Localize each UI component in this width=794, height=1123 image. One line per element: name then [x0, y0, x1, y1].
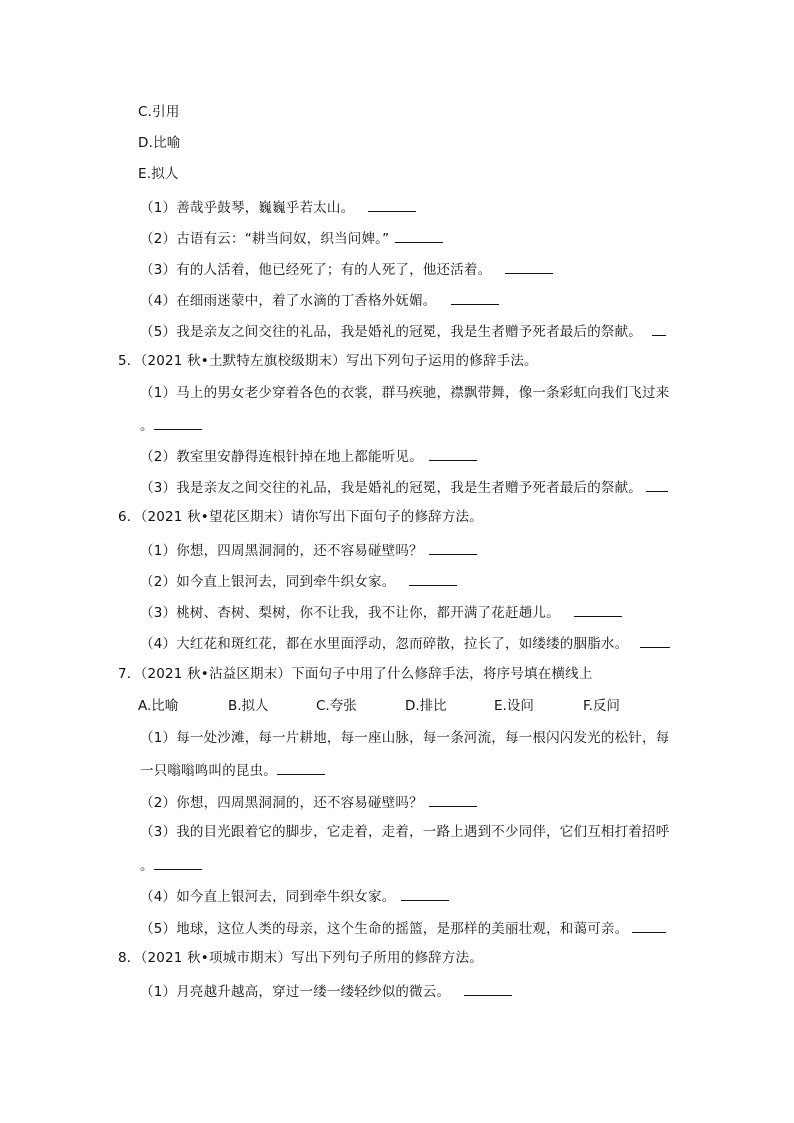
q8-title: 8．（2021 秋•项城市期末）写出下列句子所用的修辞方法。: [118, 950, 483, 966]
answer-blank[interactable]: [277, 760, 325, 775]
answer-blank[interactable]: [632, 918, 666, 933]
q5-item-1-cont: [140, 415, 202, 435]
q4-item-3: [140, 259, 553, 279]
q7-item-2-text: （2）你想，四周黑洞洞的，还不容易碰壁吗？: [140, 795, 423, 811]
q7-option-f: F.反问: [583, 698, 620, 714]
q7-item-2: [140, 792, 477, 812]
q7-option-d: D.排比: [405, 698, 447, 714]
q6-item-3-text: （3）桃树、杏树、梨树，你不让我，我不让你，都开满了花赶趟儿。: [140, 605, 560, 621]
answer-blank[interactable]: [646, 477, 668, 492]
q8-item-1: [140, 981, 512, 1001]
q7-item-1-end: 一只嗡嗡鸣叫的昆虫。: [140, 763, 277, 779]
q6-item-1-text: （1）你想，四周黑洞洞的，还不容易碰壁吗？: [140, 543, 423, 559]
answer-blank[interactable]: [652, 321, 666, 336]
answer-blank[interactable]: [368, 197, 416, 212]
q7-item-4-text: （4）如今直上银河去，同到牵牛织女家。: [140, 889, 396, 905]
q4-item-1: [140, 197, 416, 217]
q8-item-1-text: （1）月亮越升越高，穿过一缕一缕轻纱似的微云。: [140, 984, 451, 1000]
q6-item-1: [140, 540, 477, 560]
q4-item-2-text: （2）古语有云：“耕当问奴，织当问婢。”: [140, 231, 390, 247]
q4-item-5: [140, 321, 666, 341]
option-e: E.拟人: [138, 166, 179, 182]
q6-item-4-text: （4）大红花和斑红花，都在水里面浮动，忽而碎散，拉长了，如缕缕的胭脂水。: [140, 636, 629, 652]
q5-item-2: [140, 446, 477, 466]
q7-item-5: [140, 918, 666, 938]
answer-blank[interactable]: [429, 446, 477, 461]
q7-option-c: C.夸张: [316, 698, 357, 714]
q5-item-3: [140, 477, 668, 497]
q4-item-2: [140, 228, 443, 248]
q4-item-1-text: （1）善哉乎鼓琴，巍巍乎若太山。: [140, 200, 355, 216]
answer-blank[interactable]: [409, 571, 457, 586]
q7-item-3-cont: [140, 855, 202, 875]
q6-item-4: [140, 633, 670, 653]
q7-item-1-cont: [140, 760, 325, 780]
q5-item-3-text: （3）我是亲友之间交往的礼品，我是婚礼的冠冕，我是生者赠予死者最后的祭献。: [140, 480, 642, 496]
answer-blank[interactable]: [429, 792, 477, 807]
q7-title: 7．（2021 秋•沾益区期末）下面句子中用了什么修辞手法，将序号填在横线上: [118, 666, 593, 682]
q6-item-2: [140, 571, 457, 591]
answer-blank[interactable]: [395, 228, 443, 243]
q4-item-4-text: （4）在细雨迷蒙中，着了水滴的丁香格外妩媚。: [140, 293, 437, 309]
q6-title: 6．（2021 秋•望花区期末）请你写出下面句子的修辞方法。: [118, 509, 483, 525]
q7-item-3-end: 。: [140, 858, 154, 874]
answer-blank[interactable]: [401, 886, 449, 901]
answer-blank[interactable]: [574, 602, 622, 617]
q7-option-e: E.设问: [494, 698, 534, 714]
answer-blank[interactable]: [154, 415, 202, 430]
q7-option-b: B.拟人: [228, 698, 269, 714]
answer-blank[interactable]: [464, 981, 512, 996]
answer-blank[interactable]: [640, 633, 670, 648]
answer-blank[interactable]: [451, 290, 499, 305]
q5-title: 5．（2021 秋•土默特左旗校级期末）写出下列句子运用的修辞手法。: [118, 353, 538, 369]
answer-blank[interactable]: [505, 259, 553, 274]
q7-option-a: A.比喻: [138, 698, 179, 714]
option-d: D.比喻: [138, 135, 181, 151]
q6-item-3: [140, 602, 622, 622]
q4-item-4: [140, 290, 499, 310]
q7-item-5-text: （5）地球，这位人类的母亲，这个生命的摇篮，是那样的美丽壮观，和蔼可亲。: [140, 921, 629, 937]
q7-item-4: [140, 886, 449, 906]
option-c: C.引用: [138, 104, 180, 120]
answer-blank[interactable]: [154, 855, 202, 870]
q7-item-1: （1）每一处沙滩，每一片耕地，每一座山脉，每一条河流，每一根闪闪发光的松针，每: [140, 730, 670, 746]
q6-item-2-text: （2）如今直上银河去，同到牵牛织女家。: [140, 574, 396, 590]
q4-item-5-text: （5）我是亲友之间交往的礼品，我是婚礼的冠冕，我是生者赠予死者最后的祭献。: [140, 324, 642, 340]
q5-item-1: （1）马上的男女老少穿着各色的衣裳，群马疾驰，襟飘带舞，像一条彩虹向我们飞过来: [140, 385, 670, 401]
q7-item-3: （3）我的目光跟着它的脚步，它走着，走着，一路上遇到不少同伴，它们互相打着招呼: [140, 824, 670, 840]
q5-item-2-text: （2）教室里安静得连根针掉在地上都能听见。: [140, 449, 423, 465]
q5-item-1-end: 。: [140, 418, 154, 434]
answer-blank[interactable]: [429, 540, 477, 555]
q4-item-3-text: （3）有的人活着，他已经死了；有的人死了，他还活着。: [140, 262, 492, 278]
